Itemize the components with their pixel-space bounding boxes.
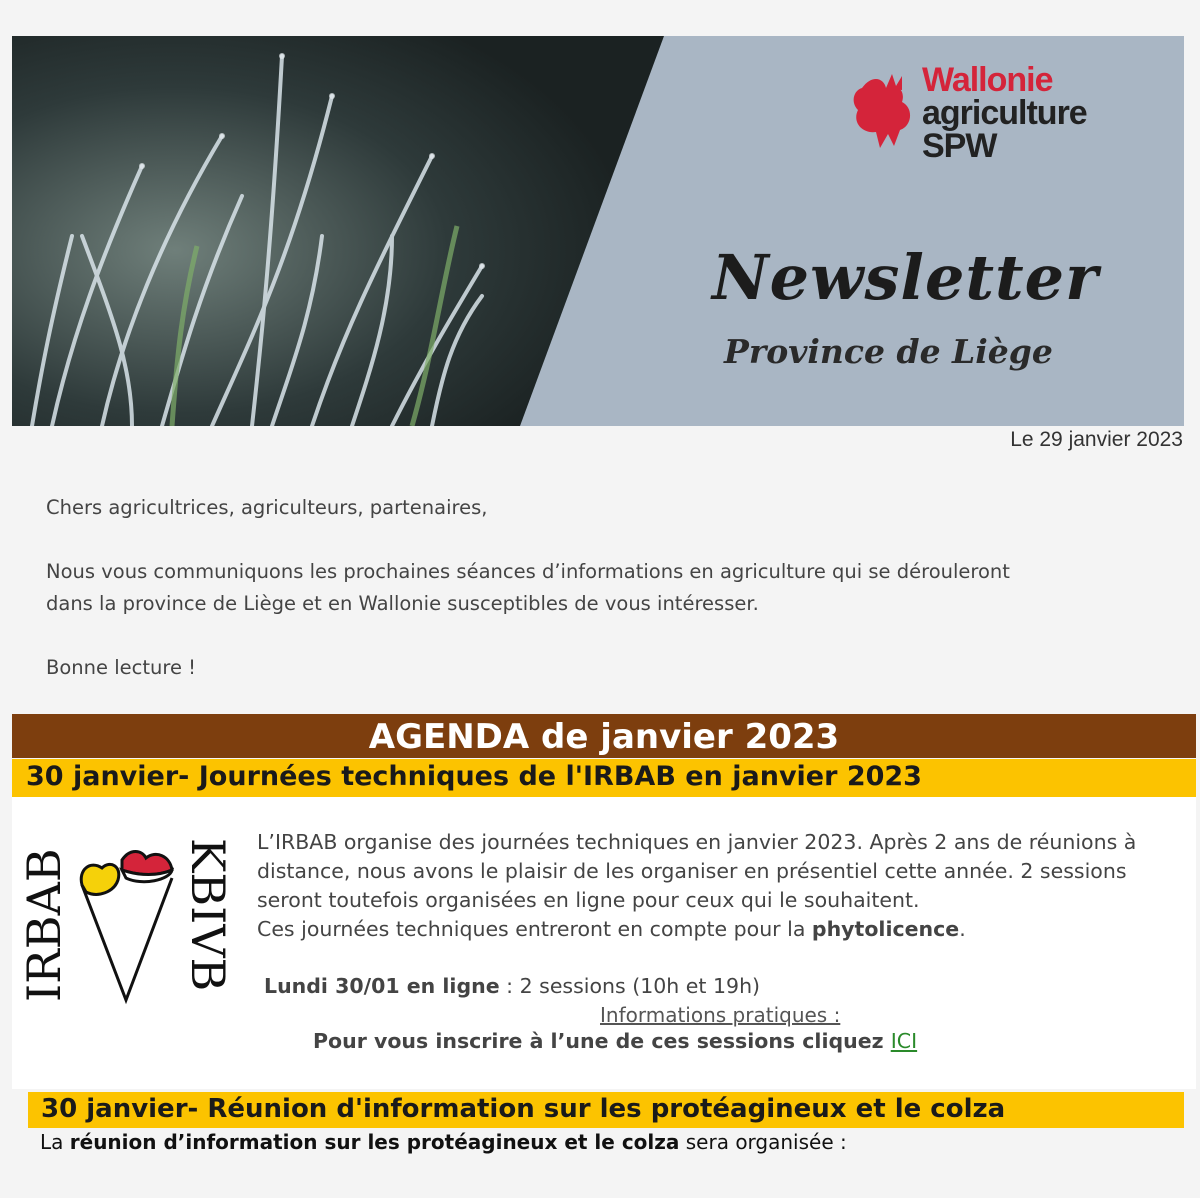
section-2-header xyxy=(28,1092,1184,1128)
rooster-icon xyxy=(850,68,920,158)
newsletter-title: Newsletter xyxy=(712,241,1099,314)
registration-link[interactable]: ICI xyxy=(890,1029,918,1053)
section-2-title: 30 janvier- Réunion d'information sur les protéagineux et le colza xyxy=(41,1094,1006,1124)
wallonie-agriculture-logo xyxy=(850,61,1110,184)
intro-body: Nous vous communiquons les prochaines séances d’informations en agriculture qui se dérouleront dans la province de Liège et en Wallonie susceptibles de vous intéresser. xyxy=(46,560,1010,615)
logo-kbivb-text: KBIVB xyxy=(181,838,235,992)
section-1-title: 30 janvier- Journées techniques de l'IRBAB en janvier 2023 xyxy=(26,761,922,792)
logo-agriculture: agriculture xyxy=(922,94,1087,132)
logo-irbab-text: IRBAB xyxy=(22,848,71,1002)
section-2-body: La réunion d’information sur les protéagineux et le colza sera organisée : xyxy=(40,1130,847,1154)
intro-text xyxy=(46,492,1056,716)
section-1-header xyxy=(12,759,1196,797)
greeting: Chers agricultrices, agriculteurs, partenaires, xyxy=(46,496,488,519)
registration-line: Pour vous inscrire à l’une de ces sessions cliquez ICI xyxy=(313,1029,918,1053)
newsletter-subtitle: Province de Liège xyxy=(724,332,1053,371)
section-1-body xyxy=(257,828,1177,944)
header-banner xyxy=(12,36,1184,426)
agenda-heading: AGENDA de janvier 2023 xyxy=(12,714,1196,758)
session-line: Lundi 30/01 en ligne : 2 sessions (10h et 19h) xyxy=(264,974,761,998)
irbab-emblem-icon xyxy=(22,830,242,1010)
newsletter-date: Le 29 janvier 2023 xyxy=(1010,428,1183,451)
irbab-logo xyxy=(22,830,242,1010)
section-1-paragraph-1: L’IRBAB organise des journées techniques en janvier 2023. Après 2 ans de réunions à distance, nous avons le plaisir de les organiser en présentiel cette année. 2 sessions seront toutefois organisées en ligne pour ceux qui le souhaitent. xyxy=(257,830,1137,912)
section-1-paragraph-2: Ces journées techniques entreront en compte pour la phytolicence. xyxy=(257,917,966,941)
logo-wallonie: Wallonie xyxy=(922,61,1053,99)
closing: Bonne lecture ! xyxy=(46,656,196,679)
practical-info-link[interactable]: Informations pratiques : xyxy=(600,1003,841,1027)
phytolicence-text: phytolicence xyxy=(811,917,960,941)
logo-spw: SPW xyxy=(922,127,997,165)
